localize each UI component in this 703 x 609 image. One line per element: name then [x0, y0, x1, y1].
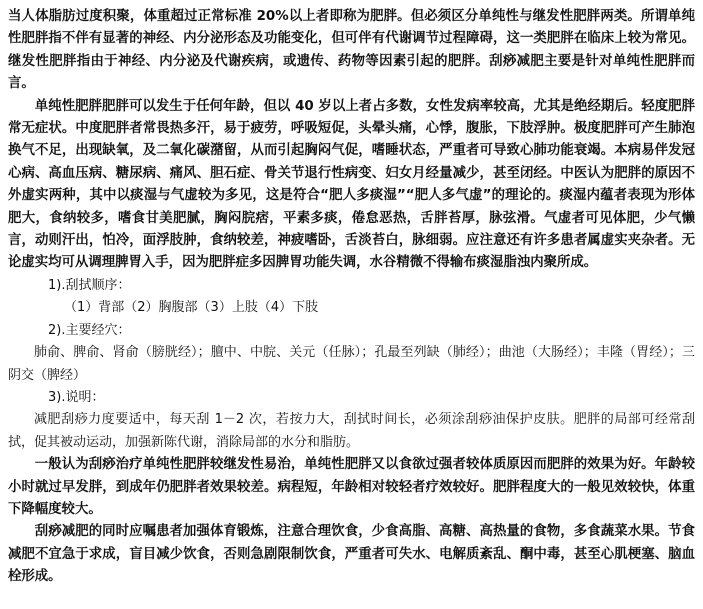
note-diet-exercise: 刮痧减肥的同时应嘱患者加强体育锻炼，注意合理饮食，少食高脂、高糖、高热量的食物，多食蔬菜水果。节食减肥不宜急于求成，盲目减少饮食，否则急剧限制饮食，严重者可失水、电解质紊乱、酮中毒，甚至心肌梗塞、脑血栓形成。 — [8, 524, 695, 585]
note-effectiveness: 一般认为刮痧治疗单纯性肥胖较继发性易治，单纯性肥胖又以食欲过强者较体质原因而肥胖的效果为好。年龄较小时就过早发胖，到成年仍肥胖者效果较差。病程短，年龄相对较轻者疗效较好。肥胖程度大的一般见效较快，体重下降幅度较大。 — [8, 457, 695, 517]
section-meridian-body: 肺俞、脾俞、肾俞（膀胱经）；膻中、中脘、关元（任脉）；孔最至列缺（肺经）；曲池（大肠经）；丰隆（胃经）；三阴交（脾经） — [8, 345, 695, 383]
paragraph-simple-obesity: 单纯性肥胖肥胖可以发生于任何年龄，但以 40 岁以上者占多数，女性发病率较高，尤其是绝经期后。轻度肥胖常无症状。中度肥胖者常畏热多汗，易于疲劳，呼吸短促，头晕头痛，心悸，腹胀，下肢浮肿。极度肥胖可产生肺泡换气不足，出现缺氧，及二氧化碳潴留，从而引起胸闷气促，嗜睡状态，严重者可导致心肺功能衰竭。本病易伴发冠心病、高血压病、糖尿病、痛风、胆石症、骨关节退行性病变、妇女月经量减少，甚至闭经。中医认为肥胖的原因不外虚实两种，其中以痰湿与气虚较为多见，这是符合“肥人多痰湿”“肥人多气虚”的理论的。痰湿内蕴者表现为形体肥大，食纳较多，嗜食甘美肥腻，胸闷脘痞，平素多痰，倦怠恶热，舌胖苔厚，脉弦滑。气虚者可见体肥，少气懒言，动则汗出，怕冷，面浮肢肿，食纳较差，神疲嗜卧，舌淡苔白，脉细弱。应注意还有许多患者属虚实夹杂者。无论虚实均可从调理脾胃入手，因为肥胖症多因脾胃功能失调，水谷精微不得输布痰湿脂浊内聚所成。 — [8, 98, 695, 271]
section-order-body: （1）背部（2）胸腹部（3）上肢（4）下肢 — [64, 300, 319, 316]
paragraph-obesity-definition: 当人体脂肪过度积聚，体重超过正常标准 20%以上者即称为肥胖。但必须区分单纯性与继发性肥胖两类。所谓单纯性肥胖指不伴有显著的神经、内分泌形态及功能变化，但可伴有代谢调节过程障碍，这一类肥胖在临床上较为常见。继发性肥胖指由于神经、内分泌及代谢疾病，或遗传、药物等因素引起的肥胖。刮痧减肥主要是针对单纯性肥胖而言。 — [8, 9, 695, 92]
section-order-title: 1).刮拭顺序： — [48, 277, 131, 293]
section-notes-title: 3).说明： — [48, 389, 105, 405]
section-meridian-title: 2).主要经穴： — [48, 322, 131, 338]
note-scraping-intensity: 减肥刮痧力度要适中，每天刮 1－2 次，若按力大，刮拭时间长，必须涂刮痧油保护皮肤。肥胖的局部可经常刮拭，促其被动运动，加强新陈代谢，消除局部的水分和脂肪。 — [8, 412, 695, 450]
